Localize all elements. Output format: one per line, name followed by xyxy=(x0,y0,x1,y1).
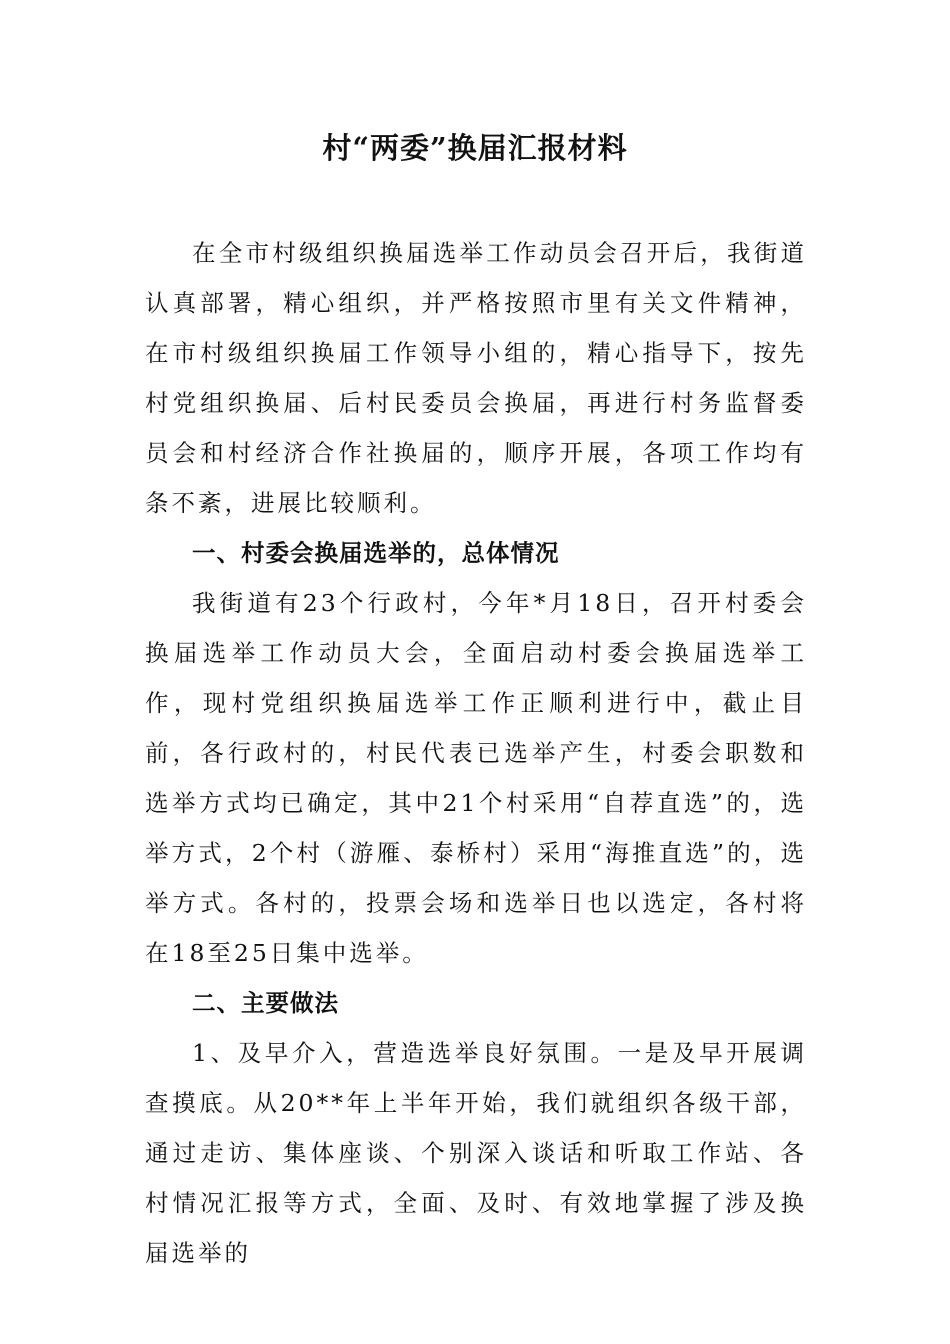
document-title: 村“两委”换届汇报材料 xyxy=(322,131,628,165)
document-body xyxy=(145,228,807,1278)
paragraph-methods: 1、及早介入，营造选举良好氛围。一是及早开展调查摸底。从20**年上半年开始，我们就组织各级干部，通过走访、集体座谈、个别深入谈话和听取工作站、各村情况汇报等方式，全面、及时、有效地掌握了涉及换届选举的 xyxy=(145,1039,807,1267)
section-heading-overview: 一、村委会换届选举的，总体情况 xyxy=(192,539,560,567)
paragraph-intro: 在全市村级组织换届选举工作动员会召开后，我街道认真部署，精心组织，并严格按照市里有关文件精神，在市村级组织换届工作领导小组的，精心指导下，按先村党组织换届、后村民委员会换届，再进行村务监督委员会和村经济合作社换届的，顺序开展，各项工作均有条不紊，进展比较顺利。 xyxy=(145,239,807,517)
section-heading-methods: 二、主要做法 xyxy=(192,989,339,1017)
paragraph-overview: 我街道有23个行政村，今年*月18日，召开村委会换届选举工作动员大会，全面启动村委会换届选举工作，现村党组织换届选举工作正顺利进行中，截止目前，各行政村的，村民代表已选举产生，村委会职数和选举方式均已确定，其中21个村采用“自荐直选”的，选举方式，2个村（游雁、泰桥村）采用“海推直选”的，选举方式。各村的，投票会场和选举日也以选定，各村将在18至25日集中选举。 xyxy=(145,589,807,967)
